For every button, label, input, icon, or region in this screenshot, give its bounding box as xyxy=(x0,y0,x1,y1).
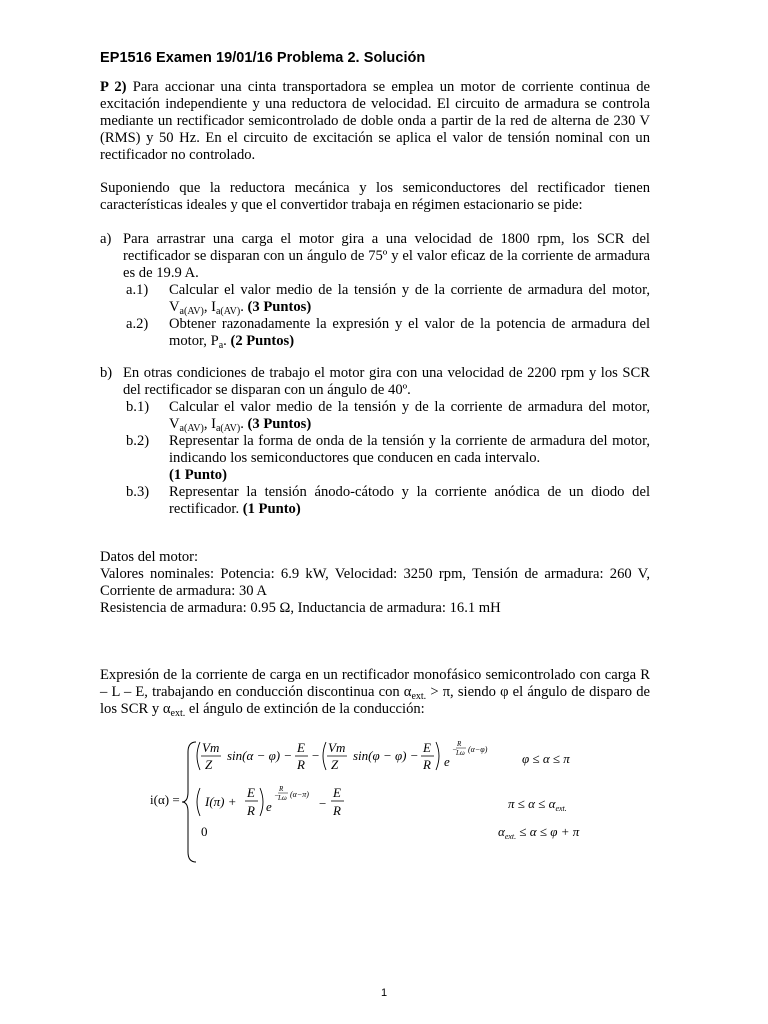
svg-text:sin(φ − φ) −: sin(φ − φ) − xyxy=(353,748,419,763)
part-a xyxy=(100,231,650,350)
svg-text:R: R xyxy=(297,757,305,772)
left-brace xyxy=(182,742,196,862)
item-a1-mid: , I xyxy=(203,299,216,315)
motor-data-nominal: Valores nominales: Potencia: 6.9 kW, Velocidad: 3250 rpm, Tensión de armadura: 260 V, Corriente de armadura: 30 A xyxy=(100,566,650,599)
expression-part1: Expresión de la corriente de carga en un rectificador monofásico semicontrolado con carga R – L – E, trabajando en conducción discontinua con α xyxy=(100,667,650,700)
part-a-label: a) xyxy=(100,231,112,247)
expression-sub2: ext. xyxy=(170,708,186,719)
svg-text:Vm: Vm xyxy=(328,740,346,755)
item-a2-label: a.2) xyxy=(126,316,149,332)
item-a2-end: . xyxy=(223,333,231,349)
expression-sub1: ext. xyxy=(411,691,427,702)
motor-data-resistance: Resistencia de armadura: 0.95 Ω, Inductancia de armadura: 16.1 mH xyxy=(100,600,501,616)
item-b1 xyxy=(100,399,650,433)
svg-text:E: E xyxy=(297,740,305,755)
part-a-text: Para arrastrar una carga el motor gira a una velocidad de 1800 rpm, los SCR del rectificador se disparan con un ángulo de 75º y el valor eficaz de la corriente de armadura es de 19.9 A. xyxy=(123,231,650,281)
page-title: EP1516 Examen 19/01/16 Problema 2. Solución xyxy=(100,50,426,66)
svg-text:Z: Z xyxy=(205,757,213,772)
item-a2 xyxy=(100,316,650,350)
item-a1-text: Calcular el valor medio de la tensión y de la corriente de armadura del motor, V xyxy=(169,282,650,315)
svg-text:I(π) +: I(π) + xyxy=(205,794,237,809)
svg-text:Vm: Vm xyxy=(202,740,220,755)
item-b1-label: b.1) xyxy=(126,399,150,415)
svg-text:(α−π): (α−π) xyxy=(290,790,309,799)
svg-text:e: e xyxy=(266,799,272,814)
svg-text:−: − xyxy=(274,791,280,800)
item-a1-end: . xyxy=(240,299,248,315)
item-a2-text: Obtener razonadamente la expresión y el valor de la potencia de armadura del motor, P xyxy=(169,316,650,349)
item-a1-sub1: a(AV) xyxy=(179,306,204,317)
item-b1-sub2: a(AV) xyxy=(215,423,241,434)
expression-paragraph xyxy=(100,667,650,718)
svg-text:R: R xyxy=(247,803,255,818)
item-a2-sub1: a xyxy=(218,340,224,351)
item-a1-sub2: a(AV) xyxy=(215,306,241,317)
case3-expression: 0 xyxy=(201,824,208,839)
svg-text:−: − xyxy=(452,745,458,754)
part-b-text: En otras condiciones de trabajo el motor gira con una velocidad de 2200 rpm y los SCR del rectificador se disparan con un ángulo de 40º. xyxy=(123,365,650,398)
item-b2-label: b.2) xyxy=(126,433,150,449)
part-b xyxy=(100,365,650,518)
svg-text:R: R xyxy=(457,740,462,748)
svg-text:R: R xyxy=(333,803,341,818)
svg-text:Lω: Lω xyxy=(278,794,287,802)
problem-statement xyxy=(100,79,650,164)
case2-condition: $\pi \le \alpha \le \alpha_{ext.}$ xyxy=(508,796,567,813)
formula-lhs: i(α) = xyxy=(150,792,180,807)
item-a2-points: (2 Puntos) xyxy=(230,333,295,349)
expression-part2: > π, siendo φ el ángulo de disparo de los SCR y α xyxy=(100,684,650,717)
problem-label: P 2) xyxy=(100,79,127,95)
item-b3-points: (1 Punto) xyxy=(242,501,301,517)
svg-text:e: e xyxy=(444,754,450,769)
part-b-statement xyxy=(100,365,650,399)
item-a1 xyxy=(100,282,650,316)
svg-text:Z: Z xyxy=(331,757,339,772)
part-a-statement xyxy=(100,231,650,282)
svg-text:sin(α − φ) −: sin(α − φ) − xyxy=(227,748,293,763)
case3-condition: $\alpha_{ext.} \le \alpha \le \varphi + \pi$ xyxy=(498,824,580,841)
item-a1-label: a.1) xyxy=(126,282,149,298)
expression-part3: el ángulo de extinción de la conducción: xyxy=(185,701,425,717)
item-b1-end: . xyxy=(240,416,248,432)
case1-condition: φ ≤ α ≤ π xyxy=(522,751,570,766)
svg-text:E: E xyxy=(333,785,341,800)
item-b3-label: b.3) xyxy=(126,484,150,500)
motor-data-heading: Datos del motor: xyxy=(100,549,199,565)
case1-expression xyxy=(197,740,488,772)
item-b1-points: (3 Puntos) xyxy=(247,416,312,432)
current-formula xyxy=(150,736,610,866)
svg-text:−: − xyxy=(312,748,320,763)
problem-text: Para accionar una cinta transportadora se emplea un motor de corriente continua de excitación independiente y una reductora de velocidad. El circuito de armadura se controla mediante un rectificador semicontrolado de doble onda a partir de la red de alterna de 230 V (RMS) y 50 Hz. En el circuito de excitación se aplica el valor de tensión nominal con un rectificador no controlado. xyxy=(100,79,650,163)
item-b3 xyxy=(100,484,650,518)
svg-text:−: − xyxy=(319,796,327,811)
item-b1-mid: , I xyxy=(203,416,216,432)
assumption-text: Suponiendo que la reductora mecánica y los semiconductores del rectificador tienen características ideales y que el convertidor trabaja en régimen estacionario se pide: xyxy=(100,180,650,213)
svg-text:R: R xyxy=(423,757,431,772)
item-b2-points: (1 Punto) xyxy=(169,467,227,483)
motor-data xyxy=(100,549,650,617)
page-number: 1 xyxy=(380,987,388,999)
assumption-paragraph xyxy=(100,180,650,214)
svg-text:E: E xyxy=(247,785,255,800)
item-b1-sub1: a(AV) xyxy=(179,423,204,434)
svg-text:R: R xyxy=(279,785,284,793)
item-b1-text: Calcular el valor medio de la tensión y de la corriente de armadura del motor, V xyxy=(169,399,650,432)
item-b3-text: Representar la tensión ánodo-cátodo y la corriente anódica de un diodo del rectificador. xyxy=(169,484,650,517)
case2-expression xyxy=(197,785,344,818)
formula-svg xyxy=(150,736,610,866)
part-b-label: b) xyxy=(100,365,113,381)
svg-text:Lω: Lω xyxy=(456,749,465,757)
svg-text:E: E xyxy=(423,740,431,755)
svg-text:(α−φ): (α−φ) xyxy=(468,745,488,754)
item-a1-points: (3 Puntos) xyxy=(247,299,312,315)
item-b2 xyxy=(100,433,650,484)
item-b2-text: Representar la forma de onda de la tensión y la corriente de armadura del motor, indicando los semiconductores que conducen en cada intervalo. xyxy=(169,433,650,466)
